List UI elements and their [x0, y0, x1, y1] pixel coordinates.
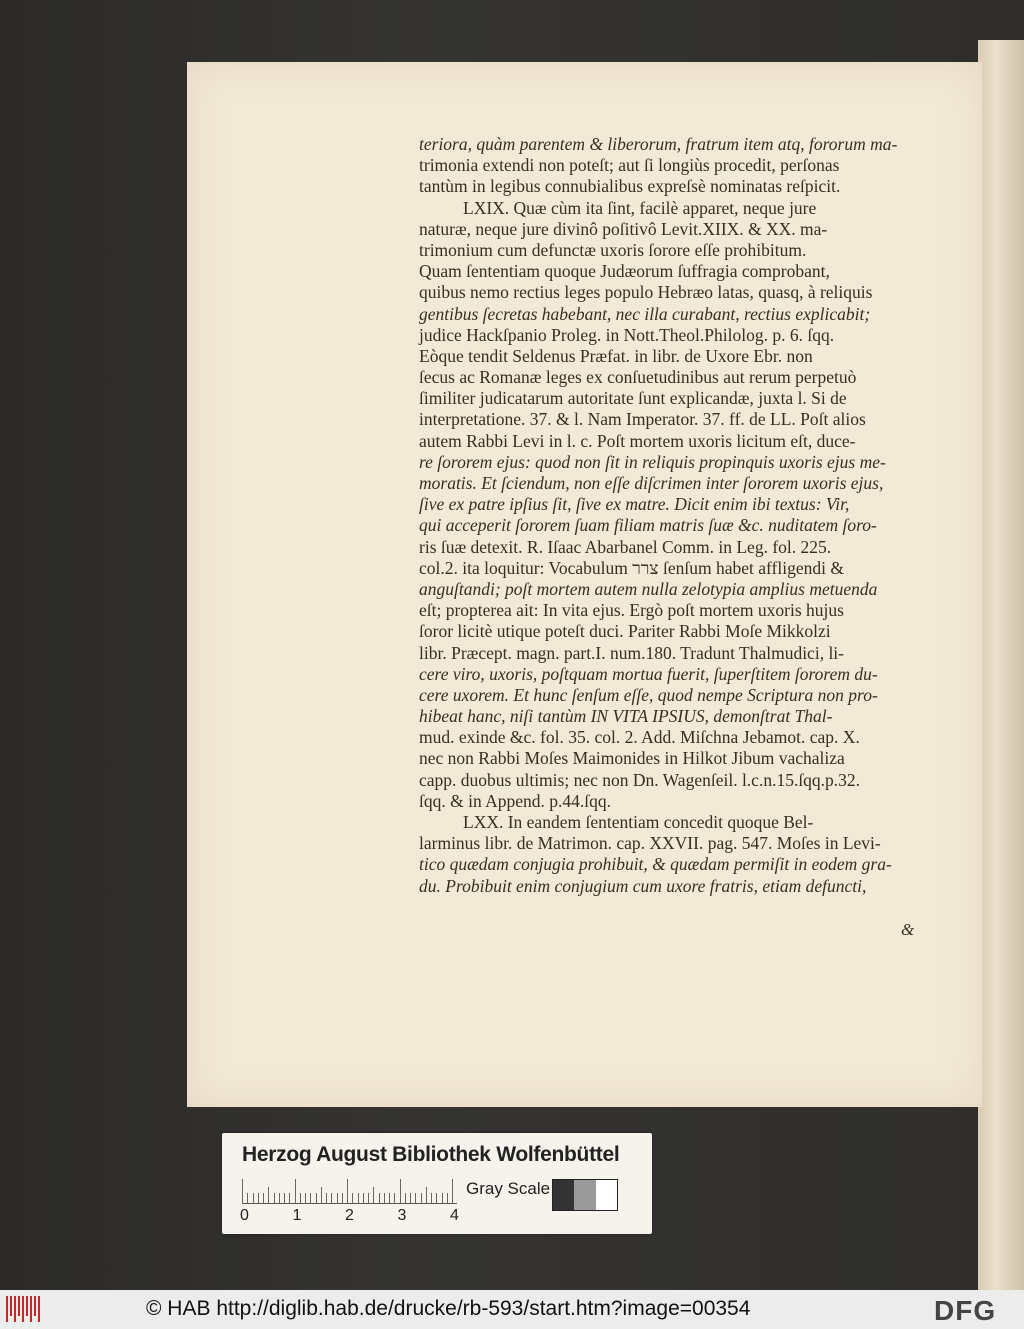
ruler-number: 2: [345, 1207, 354, 1224]
logo-bar: [14, 1296, 16, 1322]
text-line: ſqq. & in Append. p.44.ſqq.: [419, 790, 612, 811]
ruler-tick: [447, 1193, 448, 1203]
logo-bar: [34, 1296, 36, 1316]
text-line: cere uxorem. Et hunc ſenſum eſſe, quod nempe Scriptura non pro-: [419, 684, 878, 705]
text-line: naturæ, neque jure divinô poſitivô Levit.XIIX. & XX. ma-: [419, 218, 828, 239]
logo-bar: [38, 1296, 40, 1322]
ruler-numbers: [240, 1207, 480, 1227]
text-line: mud. exinde &c. fol. 35. col. 2. Add. Miſchna Jebamot. cap. X.: [419, 727, 860, 748]
ruler-tick: [415, 1193, 416, 1203]
ruler-tick: [331, 1193, 332, 1203]
ruler-tick: [295, 1179, 296, 1203]
adjacent-page-edge: [978, 40, 1024, 1290]
text-line: eſt; propterea ait: In vita ejus. Ergò poſt mortem uxoris hujus: [419, 600, 844, 621]
ruler-tick: [326, 1193, 327, 1203]
text-line: col.2. ita loquitur: Vocabulum צרר ſenſum habet affligendi &: [419, 557, 844, 578]
text-line: ris ſuæ detexit. R. Iſaac Abarbanel Comm. in Leg. fol. 225.: [419, 536, 832, 557]
scale-ruler: [242, 1177, 457, 1204]
ruler-tick: [316, 1193, 317, 1203]
ruler-tick: [268, 1187, 269, 1203]
text-line: qui acceperit ſororem ſuam filiam matris ſuæ &c. nuditatem ſoro-: [419, 515, 877, 536]
ruler-number: 0: [240, 1207, 249, 1224]
ruler-tick: [405, 1193, 406, 1203]
ruler-tick: [337, 1193, 338, 1203]
ruler-tick: [358, 1193, 359, 1203]
ruler-tick: [247, 1193, 248, 1203]
ruler-tick: [310, 1193, 311, 1203]
logo-bar: [10, 1296, 12, 1316]
text-line: larminus libr. de Matrimon. cap. XXVII. pag. 547. Moſes in Levi-: [419, 833, 881, 854]
text-line: hibeat hanc, niſi tantùm IN VITA IPSIUS, demonſtrat Thal-: [419, 706, 833, 727]
ruler-tick: [279, 1193, 280, 1203]
ruler-tick: [289, 1193, 290, 1203]
text-line: ſimiliter judicatarum autoritate ſunt explicandæ, juxta l. Si de: [419, 388, 847, 409]
ruler-tick: [347, 1179, 348, 1203]
ruler-tick: [394, 1193, 395, 1203]
text-line: ſecus ac Romanæ leges ex conſuetudinibus aut rerum perpetuò: [419, 367, 857, 388]
ruler-number: 3: [397, 1207, 407, 1224]
text-line: trimonium cum defunctæ uxoris ſorore eſſe prohibitum.: [419, 239, 807, 260]
text-line: tantùm in legibus connubialibus expreſsè nominatas reſpicit.: [419, 176, 841, 197]
ruler-tick: [379, 1193, 380, 1203]
text-line: trimonia extendi non poteſt; aut ſi longiùs procedit, perſonas: [419, 155, 840, 176]
ruler-tick: [242, 1179, 243, 1203]
footer-bar: [0, 1290, 1024, 1329]
text-line: Eòque tendit Seldenus Præfat. in libr. de Uxore Ebr. non: [419, 345, 813, 366]
text-line: LXIX. Quæ cùm ita ſint, facilè apparet, neque jure: [463, 197, 817, 218]
text-line: ſive ex patre ipſius ſit, ſive ex matre. Dicit enim ibi textus: Vir,: [419, 494, 850, 515]
logo-bar: [26, 1296, 28, 1316]
ruler-tick: [410, 1193, 411, 1203]
text-line: capp. duobus ultimis; nec non Dn. Wagenſeil. l.c.n.15.ſqq.p.32.: [419, 769, 861, 790]
gray-scale-label: Gray Scale: [466, 1179, 551, 1198]
text-line: moratis. Et ſciendum, non eſſe diſcrimen inter ſororem uxoris ejus,: [419, 473, 884, 493]
text-line: quibus nemo rectius leges populo Hebræo latas, quasq, à reliquis: [419, 282, 873, 303]
ruler-tick: [426, 1187, 427, 1203]
text-line: ſoror licitè utique poteſt duci. Pariter Rabbi Moſe Mikkolzi: [419, 621, 831, 642]
ruler-tick: [258, 1193, 259, 1203]
gray-scale-swatches: [552, 1179, 618, 1211]
ruler-tick: [431, 1193, 432, 1203]
ruler-tick: [373, 1187, 374, 1203]
ruler-tick: [400, 1179, 401, 1203]
text-line: gentibus ſecretas habebant, nec illa curabant, rectius explicabit;: [419, 303, 871, 324]
ruler-number: 1: [292, 1207, 302, 1224]
catchword: &: [901, 920, 915, 939]
logo-bar: [6, 1296, 8, 1322]
text-line: judice Hackſpanio Proleg. in Nott.Theol.Philolog. p. 6. ſqq.: [419, 324, 835, 345]
ruler-tick: [368, 1193, 369, 1203]
book-page: [187, 62, 982, 1107]
text-line: teriora, quàm parentem & liberorum, fratrum item atq, fororum ma-: [419, 134, 898, 154]
ruler-tick: [253, 1193, 254, 1203]
ruler-tick: [384, 1193, 385, 1203]
gray-swatch: [574, 1180, 595, 1210]
text-line: LXX. In eandem ſententiam concedit quoque Bel-: [463, 812, 814, 832]
ruler-tick: [436, 1193, 437, 1203]
ruler-tick: [300, 1193, 301, 1203]
ruler-tick: [342, 1193, 343, 1203]
ruler-number: 4: [450, 1207, 459, 1224]
text-line: du. Probibuit enim conjugium cum uxore fratris, etiam defuncti,: [419, 875, 867, 896]
ruler-tick: [442, 1193, 443, 1203]
ruler-tick: [352, 1193, 353, 1203]
text-line: autem Rabbi Levi in l. c. Poſt mortem uxoris licitum eſt, duce-: [419, 430, 856, 451]
hab-logo-icon: [6, 1296, 46, 1322]
gray-swatch: [553, 1180, 574, 1210]
text-line: re ſororem ejus: quod non ſit in reliquis propinquis uxoris ejus me-: [419, 451, 886, 472]
text-line: cere viro, uxoris, poſtquam mortua fuerit, ſuperſtitem ſororem du-: [419, 663, 878, 684]
logo-bar: [18, 1296, 20, 1316]
ruler-tick: [421, 1193, 422, 1203]
ruler-tick: [284, 1193, 285, 1203]
ruler-tick: [389, 1193, 390, 1203]
ruler-tick: [274, 1193, 275, 1203]
library-name: Herzog August Bibliothek Wolfenbüttel: [242, 1143, 620, 1166]
text-line: interpretatione. 37. & l. Nam Imperator. 37. ff. de LL. Poſt alios: [419, 409, 866, 430]
gray-swatch: [596, 1180, 617, 1210]
text-line: Quam ſententiam quoque Judæorum ſuffragia comprobant,: [419, 261, 830, 282]
text-line: libr. Præcept. magn. part.I. num.180. Tradunt Thalmudici, li-: [419, 642, 844, 663]
ruler-tick: [452, 1179, 453, 1203]
copyright-link[interactable]: © HAB http://diglib.hab.de/drucke/rb-593/start.htm?image=00354: [146, 1297, 751, 1320]
ruler-tick: [305, 1193, 306, 1203]
logo-bar: [30, 1296, 32, 1322]
text-line: nec non Rabbi Moſes Maimonides in Hilkot Jibum vachaliza: [419, 748, 845, 769]
ruler-tick: [263, 1193, 264, 1203]
ruler-tick: [363, 1193, 364, 1203]
page-text-block: [419, 134, 939, 897]
dfg-logo: DFG: [934, 1295, 997, 1326]
ruler-tick: [321, 1187, 322, 1203]
logo-bar: [22, 1296, 24, 1322]
text-line: tico quædam conjugia prohibuit, & quædam permiſit in eodem gra-: [419, 854, 892, 875]
text-line: anguſtandi; poſt mortem autem nulla zelotypia amplius metuenda: [419, 578, 878, 599]
library-label-card: [222, 1133, 652, 1234]
